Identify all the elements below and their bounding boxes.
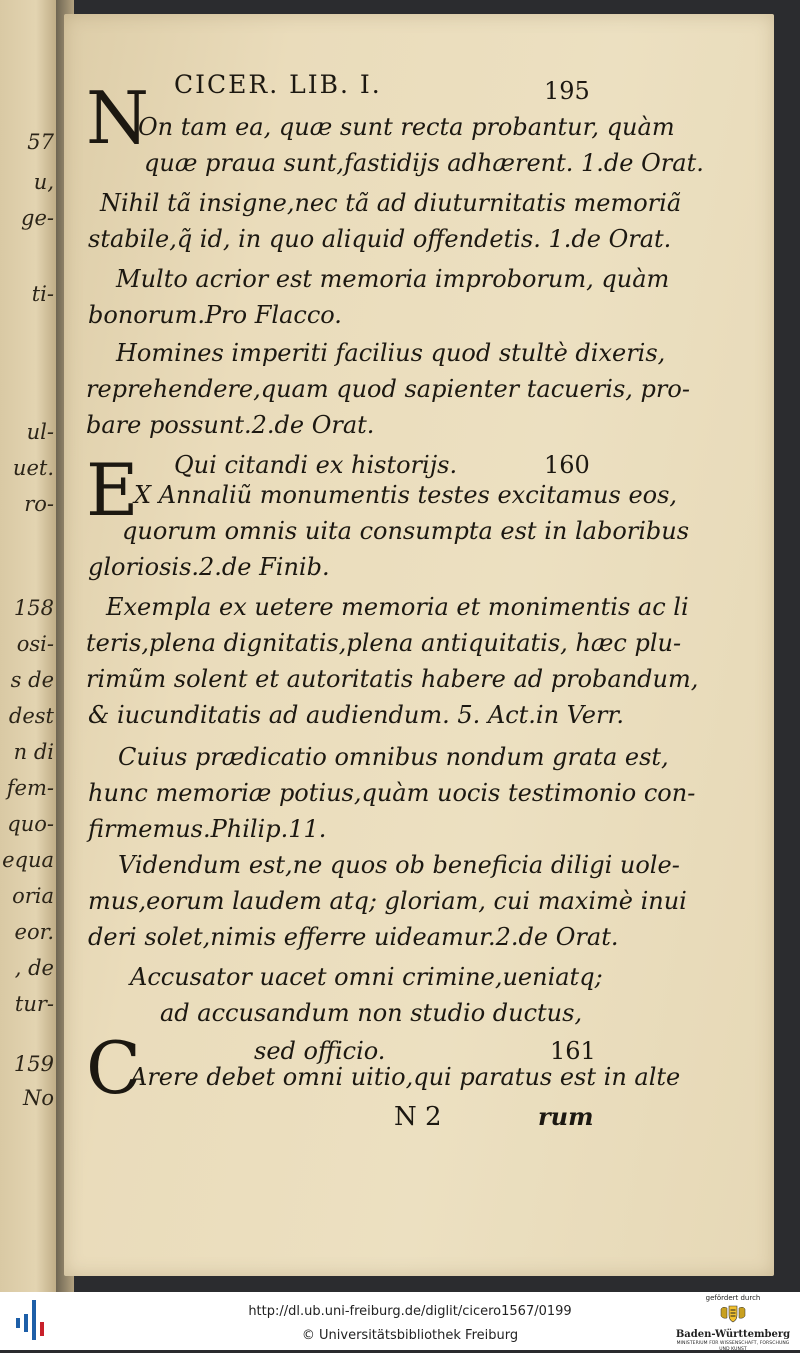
left-fragment: ge- xyxy=(21,206,54,230)
section-number: 161 xyxy=(550,1037,596,1065)
text-line: Homines imperiti facilius quod stultè dixeris, xyxy=(116,339,666,367)
text-line: hunc memoriæ potius,quàm uocis testimonio con- xyxy=(88,779,696,807)
left-fragment: 57 xyxy=(27,130,54,154)
text-line: mus,eorum laudem atq; gloriam, cui maximè inui xyxy=(88,887,687,915)
left-fragment: dest xyxy=(8,704,54,728)
left-fragment: 158 xyxy=(13,596,54,620)
text-line: ad accusandum non studio ductus, xyxy=(160,999,583,1027)
copyright-notice: © Universitätsbibliothek Freiburg xyxy=(301,1328,519,1343)
left-fragment: ro- xyxy=(24,492,54,516)
left-fragment: s de xyxy=(10,668,54,692)
funder-logo xyxy=(672,1294,794,1353)
drop-cap: C xyxy=(86,1026,142,1110)
left-fragment: n di xyxy=(13,740,54,764)
left-fragment: u, xyxy=(33,170,54,194)
section-number: 160 xyxy=(544,451,590,479)
left-fragment: tur- xyxy=(14,992,54,1016)
text-line: bonorum.Pro Flacco. xyxy=(88,301,342,329)
left-fragment: No xyxy=(22,1086,54,1110)
text-line: teris,plena dignitatis,plena antiquitatis, hæc plu- xyxy=(86,629,682,657)
catchword: rum xyxy=(538,1102,594,1131)
book-page xyxy=(64,14,774,1276)
permalink-url[interactable]: http://dl.ub.uni-freiburg.de/diglit/cicero1567/0199 xyxy=(248,1304,572,1319)
text-line: Multo acrior est memoria improborum, quàm xyxy=(116,265,670,293)
text-line: sed officio. xyxy=(254,1037,386,1065)
text-line: quorum omnis uita consumpta est in laboribus xyxy=(122,517,690,545)
coat-of-arms-icon xyxy=(718,1303,748,1325)
text-line: rimũm solent et autoritatis habere ad probandum, xyxy=(86,665,699,693)
left-fragment: uet. xyxy=(12,456,54,480)
facing-page-edge xyxy=(0,0,60,1292)
left-fragment: 159 xyxy=(13,1052,54,1076)
left-fragment: oria xyxy=(12,884,54,908)
text-line: Accusator uacet omni crimine,ueniatq; xyxy=(130,963,603,991)
text-line: Arere debet omni uitio,qui paratus est in alte xyxy=(130,1063,681,1091)
text-line: On tam ea, quæ sunt recta probantur, quàm xyxy=(138,113,675,141)
text-line: X Annaliũ monumentis testes excitamus eos, xyxy=(134,481,678,509)
text-line: Exempla ex uetere memoria et monimentis ac li xyxy=(106,593,689,621)
left-fragment: osi- xyxy=(16,632,54,656)
text-line: bare possunt.2.de Orat. xyxy=(86,411,375,439)
funded-by-label: gefördert durch xyxy=(705,1294,761,1302)
page-number: 195 xyxy=(544,77,590,105)
left-fragment: quo- xyxy=(7,812,54,836)
running-title: CICER. LIB. I. xyxy=(174,70,382,99)
text-line: firmemus.Philip.11. xyxy=(88,815,327,843)
left-fragment: fem- xyxy=(6,776,54,800)
text-line: Cuius prædicatio omnibus nondum grata est, xyxy=(118,743,669,771)
text-line: deri solet,nimis efferre uideamur.2.de Orat. xyxy=(88,923,619,951)
text-line: & iucunditatis ad audiendum. 5. Act.in Verr. xyxy=(88,701,624,729)
text-line: stabile,q̃ id, in quo aliquid offendetis. 1.de Orat. xyxy=(88,225,672,253)
left-fragment: eor. xyxy=(14,920,54,944)
left-fragment: equa xyxy=(2,848,54,872)
left-fragment: ul- xyxy=(26,420,54,444)
signature-mark: N 2 xyxy=(394,1102,442,1132)
drop-cap: E xyxy=(86,448,139,532)
funder-ministry: MINISTERIUM FÜR WISSENSCHAFT, FORSCHUNG UND KUNST xyxy=(676,1341,790,1352)
left-fragment: , de xyxy=(14,956,54,980)
text-line: Videndum est,ne quos ob beneficia diligi uole- xyxy=(118,851,680,879)
left-fragment: ti- xyxy=(31,282,54,306)
text-line: reprehendere,quam quod sapienter tacueris, pro- xyxy=(86,375,690,403)
text-line: quæ praua sunt,fastidijs adhærent. 1.de Orat. xyxy=(144,149,704,177)
section-heading: Qui citandi ex historijs. xyxy=(174,451,458,479)
text-line: Nihil tã insigne,nec tã ad diuturnitatis memoriã xyxy=(100,189,682,217)
viewer-footer xyxy=(0,1292,800,1350)
funder-name: Baden-Württemberg xyxy=(675,1329,791,1340)
text-line: gloriosis.2.de Finib. xyxy=(88,553,330,581)
ub-freiburg-logo xyxy=(16,1300,48,1340)
drop-cap: N xyxy=(86,76,149,160)
